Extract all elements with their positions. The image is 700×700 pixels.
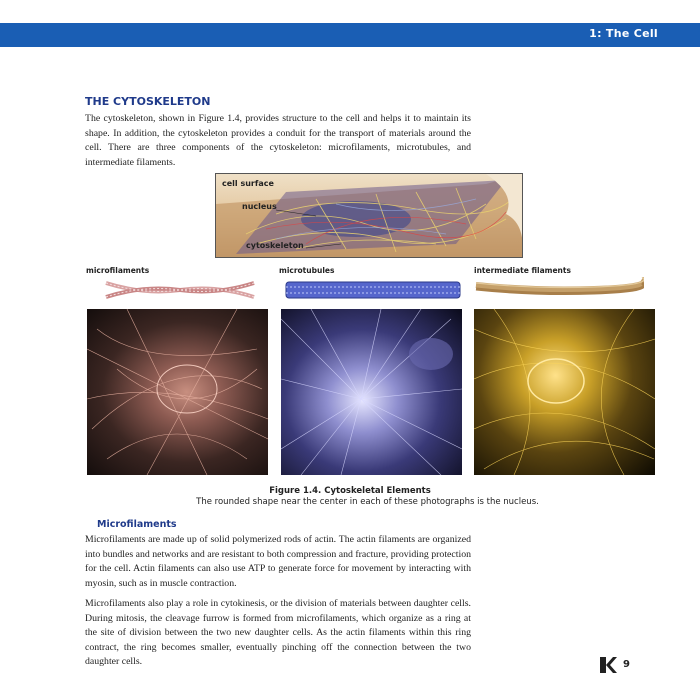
microtubule-illustration bbox=[284, 277, 462, 303]
microfilaments-paragraph-2: Microfilaments also play a role in cytokinesis, or the division of materials between daughter cells. During mitosis, the cleavage furrow is formed from microfilaments, which organize as a ring at the site of division between the two new daughter cells. As the actin filaments within this ring contract, the ring becomes smaller, eventually pinching off the connection between the two daughter cells. bbox=[85, 598, 471, 667]
microfilaments-photo bbox=[87, 309, 268, 475]
microtubules-photo bbox=[281, 309, 462, 475]
figure-caption-body: The rounded shape near the center in each of these photographs is the nucleus. bbox=[196, 497, 539, 507]
kaplan-k-logo-icon bbox=[598, 655, 618, 675]
label-microfilaments: microfilaments bbox=[86, 266, 150, 275]
chapter-title: 1: The Cell bbox=[589, 27, 658, 40]
label-microtubules: microtubules bbox=[279, 266, 335, 275]
intermediate-filaments-photo-texture bbox=[474, 309, 655, 475]
cell-diagram bbox=[215, 173, 523, 258]
section-heading: THE CYTOSKELETON bbox=[85, 95, 211, 108]
microfilaments-photo-texture bbox=[87, 309, 268, 475]
microfilaments-paragraph-1: Microfilaments are made up of solid polymerized rods of actin. The actin filaments are organized into bundles and networks and are resistant to both compression and fracture, providing protection for the cell. Actin filaments can also use ATP to generate force for movement by interacting with myosin, such as in muscle contraction. bbox=[85, 534, 471, 589]
chapter-header-bar bbox=[0, 23, 700, 47]
intermediate-filament-illustration bbox=[474, 277, 644, 303]
label-intermediate-filaments: intermediate filaments bbox=[474, 266, 571, 275]
figure-caption-title: Figure 1.4. Cytoskeletal Elements bbox=[269, 486, 431, 496]
microfilament-illustration bbox=[104, 277, 256, 303]
subsection-heading: Microfilaments bbox=[97, 519, 177, 530]
intro-paragraph: The cytoskeleton, shown in Figure 1.4, provides structure to the cell and helps it to maintain its shape. In addition, the cytoskeleton provides a conduit for the transport of materials around the cell. There are three components of the cytoskeleton: microfilaments, microtubules, and intermediate filaments. bbox=[85, 113, 471, 168]
label-nucleus: nucleus bbox=[242, 202, 277, 211]
microtubules-photo-texture bbox=[281, 309, 462, 475]
label-cytoskeleton: cytoskeleton bbox=[246, 241, 304, 250]
label-cell-surface: cell surface bbox=[222, 179, 274, 188]
intermediate-filaments-photo bbox=[474, 309, 655, 475]
page-number: 9 bbox=[623, 659, 630, 670]
